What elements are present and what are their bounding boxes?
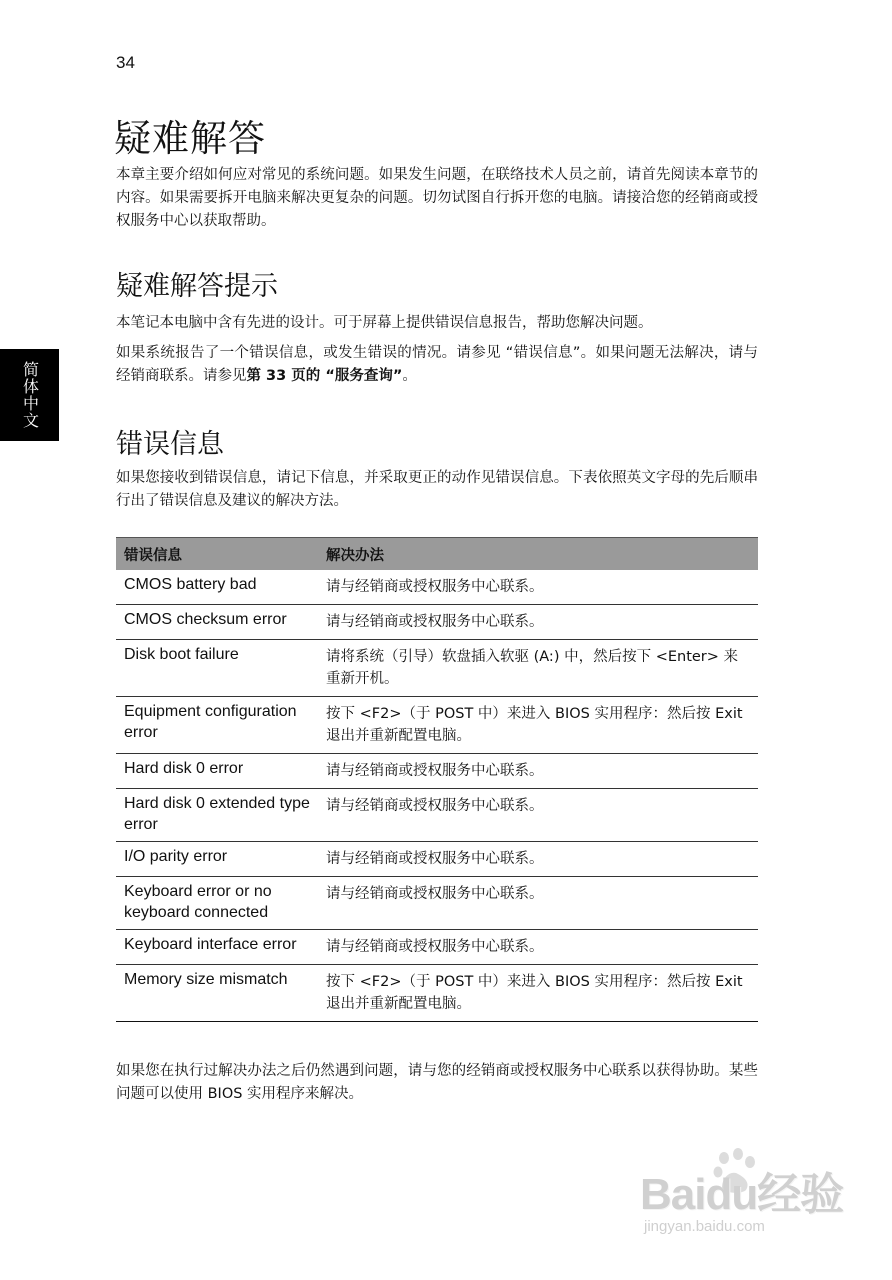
tips-paragraph-2 bbox=[116, 342, 758, 388]
error-solution-cell: 请与经销商或授权服务中心联系。 bbox=[318, 877, 758, 930]
language-side-tab: 简体中文 bbox=[0, 349, 59, 441]
error-solution-cell: 按下 <F2>（于 POST 中）来进入 BIOS 实用程序：然后按 Exit 退出并重新配置电脑。 bbox=[318, 965, 758, 1022]
watermark-url: jingyan.baidu.com bbox=[644, 1218, 765, 1235]
table-row bbox=[116, 789, 758, 842]
error-message-cell: Keyboard interface error bbox=[116, 930, 318, 965]
error-solution-cell: 请与经销商或授权服务中心联系。 bbox=[318, 754, 758, 789]
error-solution-cell: 请与经销商或授权服务中心联系。 bbox=[318, 930, 758, 965]
table-header-row bbox=[116, 538, 758, 571]
error-message-cell: I/O parity error bbox=[116, 842, 318, 877]
tips-p2-end: 。 bbox=[402, 368, 417, 384]
table-row bbox=[116, 640, 758, 697]
error-message-cell: Memory size mismatch bbox=[116, 965, 318, 1022]
error-message-cell: Disk boot failure bbox=[116, 640, 318, 697]
error-message-cell: CMOS checksum error bbox=[116, 605, 318, 640]
table-row bbox=[116, 842, 758, 877]
error-solution-cell: 请与经销商或授权服务中心联系。 bbox=[318, 842, 758, 877]
error-message-cell: Equipment configuration error bbox=[116, 697, 318, 754]
error-solution-cell: 请与经销商或授权服务中心联系。 bbox=[318, 789, 758, 842]
service-reference: 第 33 页的 “服务查询” bbox=[246, 368, 403, 384]
error-solution-cell: 请将系统（引导）软盘插入软驱 (A:) 中，然后按下 <Enter> 来重新开机。 bbox=[318, 640, 758, 697]
table-row bbox=[116, 754, 758, 789]
chapter-title: 疑难解答 bbox=[114, 117, 266, 160]
watermark-brand: Baidu经验 bbox=[640, 1170, 844, 1219]
page-number: 34 bbox=[116, 53, 135, 72]
errors-outro: 如果您在执行过解决办法之后仍然遇到问题，请与您的经销商或授权服务中心联系以获得协助。某些问题可以使用 BIOS 实用程序来解决。 bbox=[116, 1063, 758, 1102]
chapter-intro: 本章主要介绍如何应对常见的系统问题。如果发生问题，在联络技术人员之前，请首先阅读本章节的内容。如果需要拆开电脑来解决更复杂的问题。切勿试图自行拆开您的电脑。请接洽您的经销商或授权服务中心以获取帮助。 bbox=[116, 167, 758, 229]
error-solution-cell: 请与经销商或授权服务中心联系。 bbox=[318, 570, 758, 605]
tips-p2-text: 如果系统报告了一个错误信息，或发生错误的情况。请参见 “错误信息”。如果问题无法解决，请与经销商联系。请参见 bbox=[116, 345, 758, 384]
tips-paragraph-1: 本笔记本电脑中含有先进的设计。可于屏幕上提供错误信息报告，帮助您解决问题。 bbox=[116, 315, 653, 331]
table-row bbox=[116, 605, 758, 640]
error-message-cell: Keyboard error or no keyboard connected bbox=[116, 877, 318, 930]
errors-intro: 如果您接收到错误信息，请记下信息，并采取更正的动作见错误信息。下表依照英文字母的先后顺串行出了错误信息及建议的解决方法。 bbox=[116, 470, 758, 509]
error-message-cell: Hard disk 0 error bbox=[116, 754, 318, 789]
table-row bbox=[116, 930, 758, 965]
error-message-cell: CMOS battery bad bbox=[116, 570, 318, 605]
table-row bbox=[116, 877, 758, 930]
table-row bbox=[116, 570, 758, 605]
column-header-message: 错误信息 bbox=[116, 538, 318, 571]
errors-heading: 错误信息 bbox=[116, 429, 224, 460]
table-row bbox=[116, 965, 758, 1022]
error-message-cell: Hard disk 0 extended type error bbox=[116, 789, 318, 842]
error-solution-cell: 请与经销商或授权服务中心联系。 bbox=[318, 605, 758, 640]
error-solution-cell: 按下 <F2>（于 POST 中）来进入 BIOS 实用程序：然后按 Exit 退出并重新配置电脑。 bbox=[318, 697, 758, 754]
table-row bbox=[116, 697, 758, 754]
baidu-jingyan-watermark bbox=[640, 1148, 860, 1248]
column-header-solution: 解决办法 bbox=[318, 538, 758, 571]
tips-heading: 疑难解答提示 bbox=[116, 271, 278, 302]
error-messages-table bbox=[116, 537, 758, 1022]
